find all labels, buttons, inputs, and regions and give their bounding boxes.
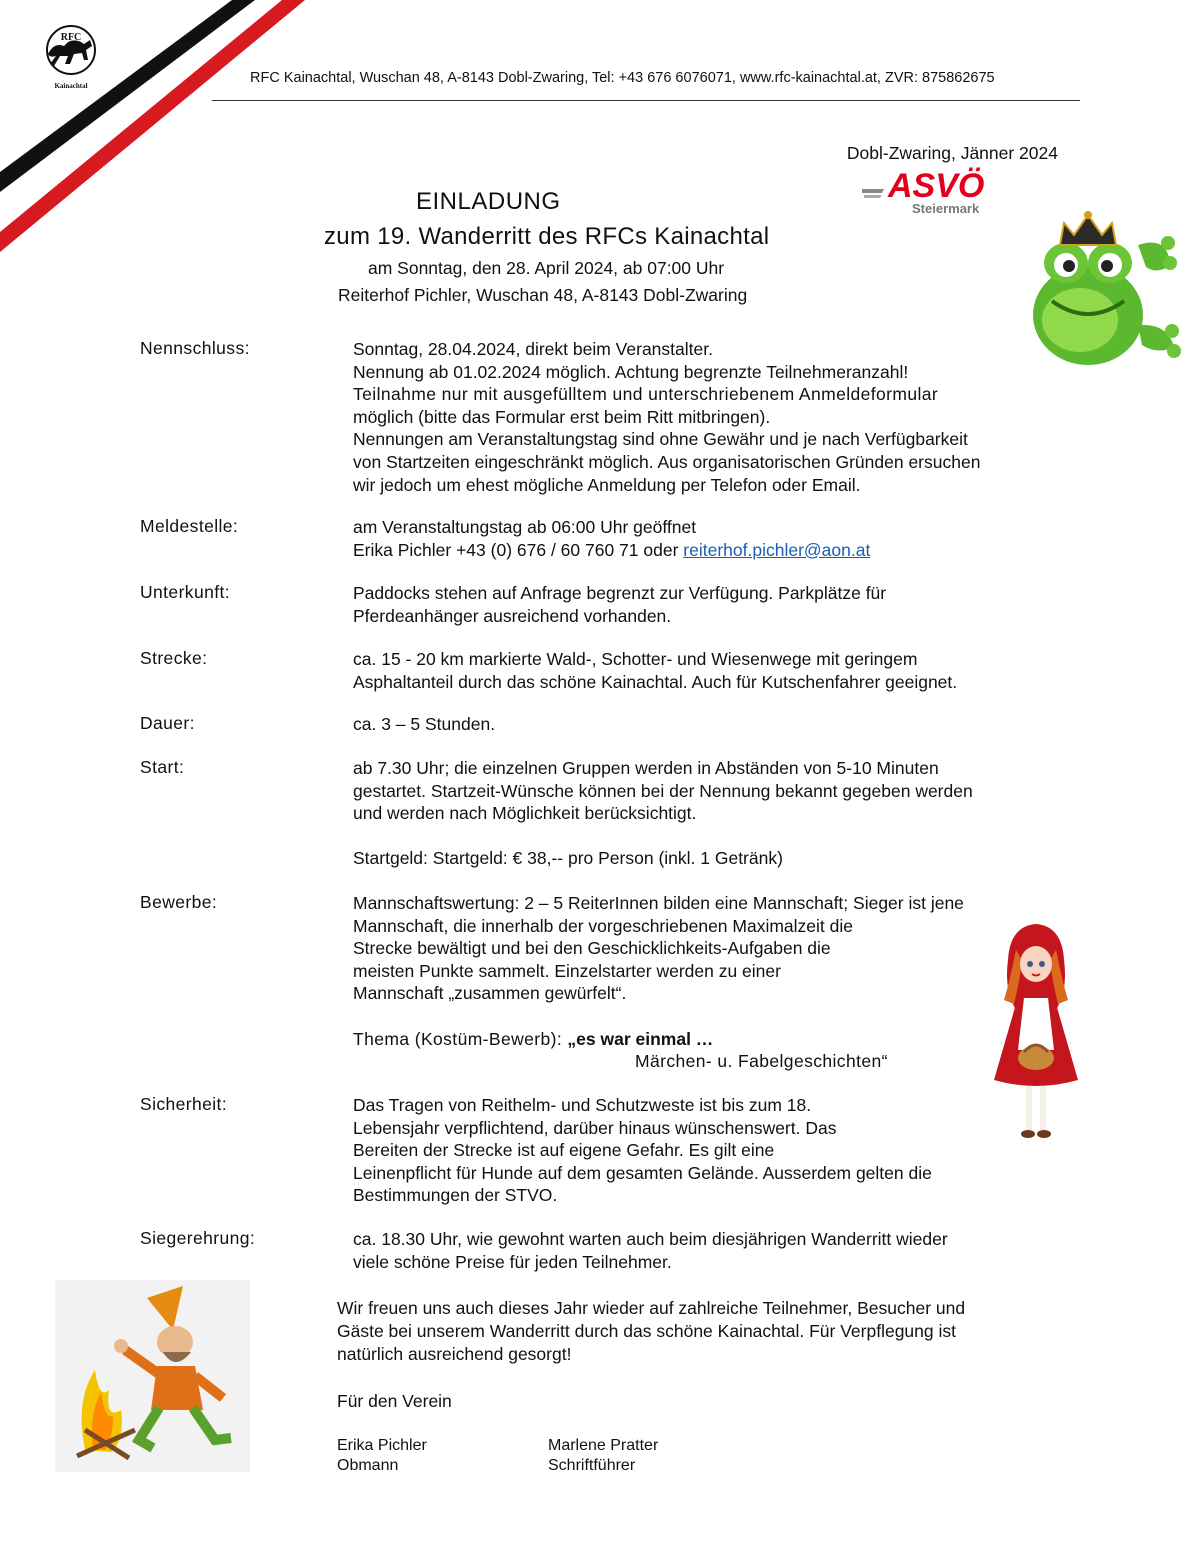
text-line: viele schöne Preise für jeden Teilnehmer. <box>353 1251 672 1272</box>
body-start <box>353 757 1073 870</box>
horse-icon <box>48 40 92 66</box>
text-line: Pferdeanhänger ausreichend vorhanden. <box>353 605 672 626</box>
logo-text: RFC <box>60 32 82 43</box>
for-club: Für den Verein <box>337 1391 452 1411</box>
text-line: Gäste bei unserem Wanderritt durch das schöne Kainachtal. Für Verpflegung ist <box>337 1321 956 1341</box>
signature-name: Erika Pichler <box>337 1437 427 1454</box>
signature-1 <box>337 1436 427 1476</box>
body-sicherheit <box>353 1094 1073 1207</box>
text-line: ca. 18.30 Uhr, wie gewohnt warten auch beim diesjährigen Wanderritt wieder <box>353 1229 948 1249</box>
text-line: ab 7.30 Uhr; die einzelnen Gruppen werden in Abständen von 5-10 Minuten <box>353 758 939 778</box>
label-nennschluss: Nennschluss: <box>140 338 250 358</box>
text-line: Nennung ab 01.02.2024 möglich. Achtung begrenzte Teilnehmeranzahl! <box>353 361 909 382</box>
closing-text <box>337 1297 1077 1366</box>
label-bewerbe: Bewerbe: <box>140 892 218 912</box>
label-sicherheit: Sicherheit: <box>140 1094 228 1114</box>
body-strecke <box>353 648 1073 693</box>
text-line: meisten Punkte sammelt. Einzelstarter werden zu einer <box>353 960 781 981</box>
text-line: und werden nach Möglichkeit berücksichtigt. <box>353 803 697 824</box>
text-line: Das Tragen von Reithelm- und Schutzweste ist bis zum 18. <box>353 1095 812 1115</box>
text-line: Strecke bewältigt und bei den Geschicklichkeits-Aufgaben die <box>353 938 831 959</box>
asvo-logo-text: ASVÖ <box>888 167 985 205</box>
text-line: gestartet. Startzeit-Wünsche können bei der Nennung bekannt gegeben werden <box>353 780 973 801</box>
body-bewerbe <box>353 892 1073 1073</box>
text-line: von Startzeiten eingeschränkt möglich. Aus organisatorischen Gründen ersuchen <box>353 451 981 472</box>
asvo-logo-subtext: Steiermark <box>912 201 980 216</box>
label-meldestelle: Meldestelle: <box>140 516 239 536</box>
thema-title: „es war einmal … <box>567 1028 714 1049</box>
label-strecke: Strecke: <box>140 648 208 668</box>
signature-name: Marlene Pratter <box>548 1437 659 1454</box>
text-line: Bestimmungen der STVO. <box>353 1185 558 1206</box>
page-title: EINLADUNG <box>416 188 561 215</box>
club-logo <box>34 20 108 94</box>
text-line: natürlich ausreichend gesorgt! <box>337 1344 572 1364</box>
text-line: Teilnahme nur mit ausgefülltem und unterschriebenem Anmeldeformular <box>353 384 939 405</box>
contact-text: Erika Pichler +43 (0) 676 / 60 760 71 oder <box>353 539 684 560</box>
text-line: ca. 15 - 20 km markierte Wald-, Schotter- und Wiesenwege mit geringem <box>353 649 918 669</box>
thema-line <box>353 1028 1073 1051</box>
text-line: Nennungen am Veranstaltungstag sind ohne Gewähr und je nach Verfügbarkeit <box>353 429 968 450</box>
label-unterkunft: Unterkunft: <box>140 582 230 602</box>
signature-role: Schriftführer <box>548 1457 636 1474</box>
text-line: Leinenpflicht für Hunde auf dem gesamten Gelände. Ausserdem gelten die <box>353 1162 932 1183</box>
page-subtitle: zum 19. Wanderritt des RFCs Kainachtal <box>324 223 770 250</box>
thema-subtitle: Märchen- u. Fabelgeschichten“ <box>635 1051 888 1072</box>
text-line: Mannschaft, die innerhalb der vorgeschriebenen Maximalzeit die <box>353 915 853 936</box>
email-link[interactable]: reiterhof.pichler@aon.at <box>683 539 871 560</box>
header-divider <box>212 100 1080 101</box>
text-line: Paddocks stehen auf Anfrage begrenzt zur Verfügung. Parkplätze für <box>353 583 887 603</box>
text-line: Bereiten der Strecke ist auf eigene Gefahr. Es gilt eine <box>353 1140 775 1161</box>
label-start: Start: <box>140 757 185 777</box>
signature-role: Obmann <box>337 1457 399 1474</box>
body-dauer <box>353 713 1073 736</box>
body-meldestelle <box>353 516 1073 561</box>
startgeld-line: Startgeld: Startgeld: € 38,-- pro Person (inkl. 1 Getränk) <box>353 848 783 869</box>
text-line: ca. 3 – 5 Stunden. <box>353 714 496 734</box>
body-nennschluss <box>353 338 1073 496</box>
header-address: RFC Kainachtal, Wuschan 48, A-8143 Dobl-Zwaring, Tel: +43 676 6076071, www.rfc-kainachtal.at, ZVR: 875862675 <box>250 70 995 86</box>
label-dauer: Dauer: <box>140 713 195 733</box>
place-date: Dobl-Zwaring, Jänner 2024 <box>846 143 1058 163</box>
text-line: Asphaltanteil durch das schöne Kainachtal. Auch für Kutschenfahrer geeignet. <box>353 671 958 692</box>
thema-label: Thema (Kostüm-Bewerb): <box>353 1028 568 1049</box>
asvo-logo <box>862 165 1002 217</box>
body-unterkunft <box>353 582 1073 627</box>
text-line: Wir freuen uns auch dieses Jahr wieder auf zahlreiche Teilnehmer, Besucher und <box>337 1298 966 1318</box>
event-venue: Reiterhof Pichler, Wuschan 48, A-8143 Dobl-Zwaring <box>338 285 748 305</box>
event-date: am Sonntag, den 28. April 2024, ab 07:00 Uhr <box>368 258 725 278</box>
text-line <box>353 539 1073 562</box>
text-line: Mannschaftswertung: 2 – 5 ReiterInnen bilden eine Mannschaft; Sieger ist jene <box>353 893 964 913</box>
text-line: möglich (bitte das Formular erst beim Ritt mitbringen). <box>353 406 771 427</box>
label-siegerehrung: Siegerehrung: <box>140 1228 256 1248</box>
text-line: wir jedoch um ehest mögliche Anmeldung per Telefon oder Email. <box>353 474 861 495</box>
text-line: am Veranstaltungstag ab 06:00 Uhr geöffnet <box>353 517 697 537</box>
signature-2 <box>548 1436 658 1476</box>
body-siegerehrung <box>353 1228 1073 1273</box>
text-line: Mannschaft „zusammen gewürfelt“. <box>353 983 627 1004</box>
text-line: Lebensjahr verpflichtend, darüber hinaus wünschenswert. Das <box>353 1117 837 1138</box>
rumpelstiltskin-icon <box>55 1280 250 1472</box>
text-line: Sonntag, 28.04.2024, direkt beim Veranstalter. <box>353 339 713 359</box>
logo-subtext: Kainachtal <box>54 82 88 90</box>
